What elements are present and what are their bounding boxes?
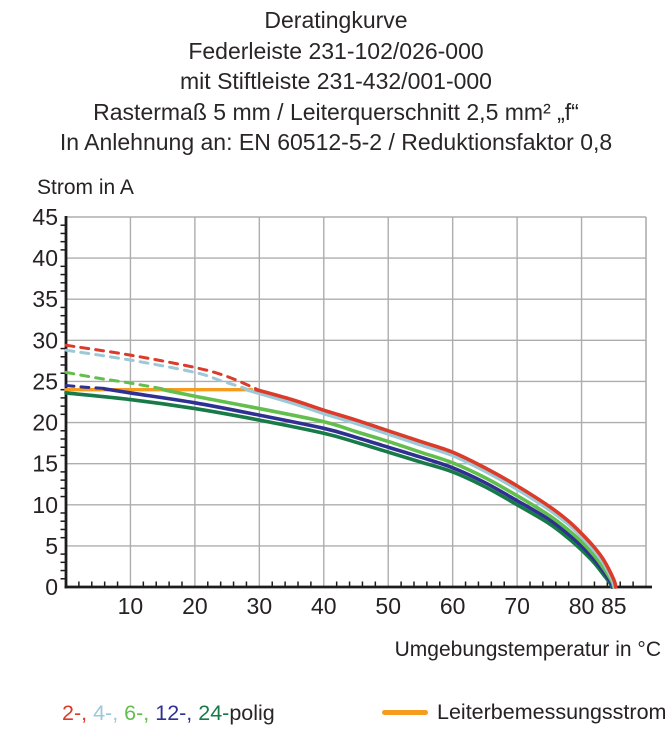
legend-pole-item: 6-, (124, 701, 156, 725)
title-line-2: Federleiste 231-102/026-000 (188, 37, 484, 64)
curve-12-polig (105, 389, 613, 587)
legend-pole-item: 24- (198, 701, 230, 725)
y-tick-label: 25 (32, 368, 58, 395)
y-tick-label: 0 (45, 574, 58, 600)
x-tick-label: 20 (182, 593, 208, 619)
x-tick-label: 10 (117, 593, 144, 619)
y-tick-label: 45 (32, 204, 58, 230)
title-line-5: In Anlehnung an: EN 60512-5-2 / Reduktionsfaktor 0,8 (59, 129, 613, 155)
rated-current-line-swatch (382, 710, 428, 715)
title-line-3: mit Stiftleiste 231-432/001-000 (180, 68, 492, 94)
y-tick-label: 30 (32, 327, 58, 354)
x-tick-label: 30 (246, 593, 273, 619)
title-line-1: Deratingkurve (264, 7, 408, 33)
x-tick-label: 40 (310, 593, 337, 619)
x-tick-label: 70 (504, 593, 530, 619)
x-tick-label: 85 (600, 593, 627, 619)
y-tick-label: 20 (32, 409, 58, 436)
y-tick-label: 10 (32, 491, 58, 518)
rated-current-label: Leiterbemessungsstrom (437, 700, 667, 724)
title-line-4: Rastermaß 5 mm / Leiterquerschnitt 2,5 mm² „f“ (93, 98, 579, 125)
x-axis-title: Umgebungstemperatur in °C (394, 638, 661, 661)
legend-pole-item: 12-, (155, 701, 199, 725)
rated-current-legend (382, 700, 666, 725)
pole-count-legend (62, 701, 275, 726)
legend-pole-item: 2-, (62, 701, 94, 725)
y-tick-label: 35 (32, 286, 58, 313)
x-tick-label: 50 (375, 593, 402, 619)
x-tick-label: 60 (439, 593, 466, 619)
y-tick-label: 5 (45, 532, 58, 559)
y-axis-title: Strom in A (37, 176, 134, 199)
chart-title-block (0, 5, 672, 158)
legend-pole-item: polig (229, 701, 275, 725)
curve-4-polig (246, 390, 614, 587)
legend-pole-item: 4-, (93, 701, 125, 725)
y-tick-label: 15 (32, 450, 58, 477)
y-tick-label: 40 (32, 245, 58, 272)
x-tick-label: 80 (568, 593, 595, 619)
curve-4-polig-dashed (66, 350, 246, 389)
